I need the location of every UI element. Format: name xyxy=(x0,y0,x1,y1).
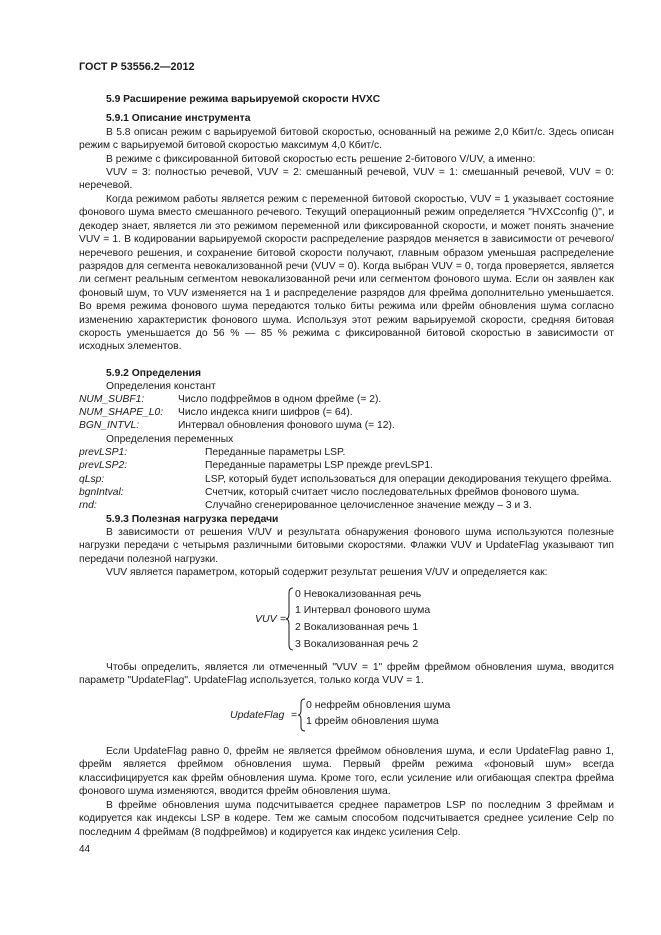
paragraph-3: VUV = 3: полностью речевой, VUV = 2: смешанный речевой, VUV = 1: смешанный речевой, VUV = 0: неречевой. xyxy=(79,167,614,192)
var-desc-1: Переданные параметры LSP. xyxy=(205,447,346,458)
standard-header: ГОСТ Р 53556.2—2012 xyxy=(79,61,195,73)
updateflag-formula-eq: = xyxy=(291,709,298,721)
vuv-case-3: 3 Вокализованная речь 2 xyxy=(295,638,419,650)
const-desc-3: Интервал обновления фонового шума (= 12). xyxy=(178,420,395,431)
var-desc-3: LSP, который будет использоваться для операции декодирования текущего фрейма. xyxy=(205,474,612,485)
subsection-title-5-9-2: 5.9.2 Определения xyxy=(106,368,201,379)
const-desc-1: Число подфреймов в одном фрейме (= 2). xyxy=(178,394,382,405)
updateflag-case-1: 1 фрейм обновления шума xyxy=(306,715,439,727)
vuv-formula-lhs: VUV xyxy=(255,613,277,625)
paragraph-4: Когда режимом работы является режим с переменной битовой скоростью, VUV = 1 указывает состояние фонового шума вместо смешанного речевого. Текущий операционный режим определяется "HVXCconfig ()", и декодер знает, является ли это режимом переменной или фиксированной скорости, и может понять значение VUV = 1. В кодировании варьируемой скорости распределение разрядов меняется в зависимости от речевого/неречевого решения, и сохранение битовой скорости получают, главным образом уменьшая распределение разрядов для сегмента невокализованной речи (VUV = 0). Когда выбран VUV = 0, тогда проверяется, является ли сегмент реальным сегментом невокализованной речи или сегментом фонового шума. Если он заявлен как фоновый шум, то VUV изменяется на 1 и распределение разрядов для фрейма дополнительно уменьшается. Во время режима фонового шума передаются только биты режима или фрейм обновления шума согласно изменению характеристик фонового шума. Используя этот режим варьируемой скорости, средняя битовая скорость уменьшается до 56 % — 85 % режима с фиксированной битовой скоростью в зависимости от исходных элементов. xyxy=(79,194,614,353)
vuv-case-0: 0 Невокализованная речь xyxy=(295,588,422,600)
var-desc-2: Переданные параметры LSP прежде prevLSP1. xyxy=(205,460,433,471)
subsection-title-5-9-1: 5.9.1 Описание инструмента xyxy=(106,113,251,124)
vuv-brace-icon xyxy=(285,587,295,651)
variables-heading: Определения переменных xyxy=(106,434,234,445)
vuv-case-1: 1 Интервал фонового шума xyxy=(295,604,431,616)
var-desc-5: Случайно сгенерированное целочисленное значение между – 3 и 3. xyxy=(205,500,532,511)
const-name-2: NUM_SHAPE_L0: xyxy=(79,407,164,418)
vuv-case-2: 2 Вокализованная речь 1 xyxy=(295,621,419,633)
paragraph-9: В фрейме обновления шума подсчитывается среднее параметров LSP по последним 3 фреймам и кодируется как индексы LSP в кодере. Тем же самым способом подсчитывается среднее усиление Celp по последним 4 фреймам (8 подфреймов) и кодируется как индекс усиления Celp. xyxy=(79,800,614,838)
var-desc-4: Счетчик, который считает число последовательных фреймов фонового шума. xyxy=(205,487,580,498)
const-name-1: NUM_SUBF1: xyxy=(79,394,145,405)
paragraph-1: В 5.8 описан режим с варьируемой битовой скоростью, основанный на режиме 2,0 Кбит/с. Здесь описан режим с варьируемой битовой скоростью максимум 4,0 Кбит/с. xyxy=(79,127,614,152)
const-name-3: BGN_INTVL: xyxy=(79,420,140,431)
var-name-2: prevLSP2: xyxy=(79,460,128,471)
paragraph-2: В режиме с фиксированной битовой скоростью есть решение 2-битового V/UV, а именно: xyxy=(106,154,536,165)
page-number: 44 xyxy=(79,844,91,855)
paragraph-5: В зависимости от решения V/UV и результата обнаружения фонового шума используются полезные нагрузки передачи с четырьмя различными битовыми скоростями. Флажки VUV и UpdateFlag указывают тип передачи полезной нагрузки. xyxy=(79,527,614,565)
paragraph-6: VUV является параметром, который содержит результат решения V/UV и определяется как: xyxy=(106,567,548,578)
var-name-4: bgnIntval: xyxy=(79,487,124,498)
var-name-1: prevLSP1: xyxy=(79,447,128,458)
paragraph-8: Если UpdateFlag равно 0, фрейм не является фреймом обновления шума, и если UpdateFlag равно 1, фрейм является фреймом обновления шума. Первый фрейм режима «фоновый шум» всегда классифицируется как фрейм обновления шума. Кроме того, если усиление или огибающая спектра фрейма фонового шума изменяются, вводится фрейм обновления шума. xyxy=(79,746,614,798)
constants-heading: Определения констант xyxy=(106,381,216,392)
updateflag-case-0: 0 нефрейм обновления шума xyxy=(306,699,451,711)
section-title: 5.9 Расширение режима варьируемой скорости HVXC xyxy=(106,94,381,105)
vuv-formula-eq: = xyxy=(280,613,287,625)
updateflag-formula-lhs: UpdateFlag xyxy=(230,709,285,721)
var-name-5: rnd: xyxy=(79,500,97,511)
paragraph-7: Чтобы определить, является ли отмеченный "VUV = 1" фрейм фреймом обновления шума, вводится параметр "UpdateFlag". UpdateFlag используется, только когда VUV = 1. xyxy=(79,662,614,687)
const-desc-2: Число индекса книги шифров (= 64). xyxy=(178,407,353,418)
subsection-title-5-9-3: 5.9.3 Полезная нагрузка передачи xyxy=(106,514,279,525)
var-name-3: qLsp: xyxy=(79,474,105,485)
